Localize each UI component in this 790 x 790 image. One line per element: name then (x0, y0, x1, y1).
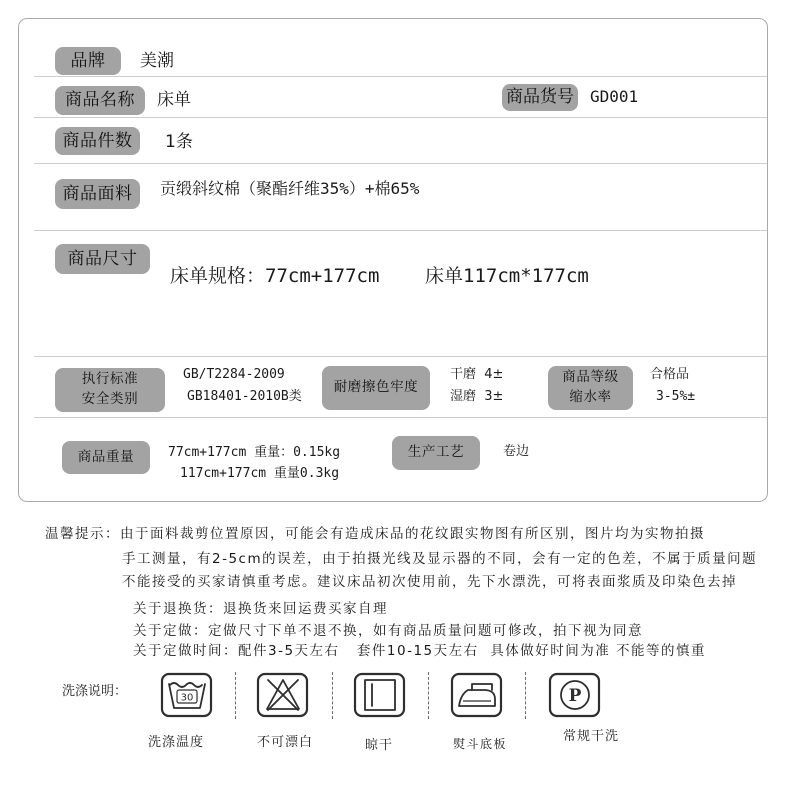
row-divider (34, 356, 767, 357)
weight-label-badge: 商品重量 (62, 441, 150, 474)
care-title: 洗涤说明： (62, 684, 128, 699)
grade-shrinkage-label-badge (548, 366, 633, 410)
no-bleach-label: 不可漂白 (257, 735, 314, 750)
row-divider (34, 117, 767, 118)
size-label-badge: 商品尺寸 (55, 244, 150, 274)
dry-clean-label: 常规干洗 (563, 729, 620, 744)
colorfastness-label-badge: 耐磨擦色牢度 (322, 366, 430, 410)
item-number-value: GD001 (590, 87, 639, 106)
brand-label-badge: 品牌 (55, 47, 121, 75)
dry-rub-value: 干磨 4± (450, 367, 504, 382)
row-divider (34, 163, 767, 164)
care-separator (235, 672, 236, 719)
custom-order-line: 关于定做：定做尺寸下单不退不换，如有商品质量问题可修改，拍下视为同意 (133, 623, 643, 639)
iron-icon (450, 672, 504, 719)
care-separator (332, 672, 333, 719)
notice-line: 手工测量，有2-5cm的误差，由于拍摄光线及显示器的不同，会有一定的色差，不属于质量问题 (122, 551, 758, 567)
safety-category-label: 安全类别 (81, 391, 139, 407)
dry-clean-p-icon (548, 672, 602, 719)
wash-temp-text: 30 (180, 692, 194, 704)
size-alt-value: 床单117cm*177cm (425, 265, 589, 287)
product-name-label-badge: 商品名称 (55, 86, 145, 115)
notice-line: 不能接受的买家请慎重考虑。建议床品初次使用前，先下水漂洗，可将表面浆质及印染色去掉 (122, 574, 737, 590)
dry-clean-letter: P (568, 686, 582, 706)
weight-value-small: 77cm+177cm 重量：0.15kg (168, 445, 341, 460)
no-bleach-icon (256, 672, 310, 719)
line-dry-label: 晾干 (365, 738, 394, 753)
product-name-value: 床单 (157, 90, 191, 110)
brand-value: 美潮 (140, 51, 174, 71)
spec-card (18, 18, 768, 502)
process-label-badge: 生产工艺 (392, 436, 480, 470)
grade-value: 合格品 (650, 367, 690, 382)
standard-label: 执行标准 (81, 371, 139, 388)
iron-label: 熨斗底板 (453, 737, 508, 751)
safety-category-value: GB18401-2010B类 (187, 389, 302, 404)
item-number-label-badge: 商品货号 (502, 84, 578, 111)
line-dry-icon (353, 672, 407, 719)
return-policy-line: 关于退换货：退换货来回运费买家自理 (133, 601, 388, 617)
process-value: 卷边 (503, 444, 530, 459)
custom-time-line: 关于定做时间：配件3-5天左右 套件10-15天左右 具体做好时间为准 不能等的慎重 (133, 643, 707, 659)
care-separator (525, 672, 526, 719)
row-divider (34, 230, 767, 231)
wash-temp-label: 洗涤温度 (148, 735, 205, 750)
care-separator (428, 672, 429, 719)
weight-value-large: 117cm+177cm 重量0.3kg (180, 466, 340, 481)
size-spec-value: 床单规格：77cm+177cm (170, 265, 380, 287)
shrinkage-label: 缩水率 (569, 389, 612, 405)
fabric-label-badge: 商品面料 (55, 179, 140, 209)
shrinkage-value: 3-5%± (656, 389, 696, 404)
grade-label: 商品等级 (562, 369, 619, 386)
row-divider (34, 417, 767, 418)
notice-line: 温馨提示：由于面料裁剪位置原因，可能会有造成床品的花纹跟实物图有所区别，图片均为实物拍摄 (45, 526, 705, 542)
wet-rub-value: 湿磨 3± (450, 389, 504, 404)
fabric-value: 贡缎斜纹棉（聚酯纤维35%）+棉65% (160, 179, 420, 198)
piece-count-value: 1条 (165, 132, 193, 152)
standard-value: GB/T2284-2009 (183, 367, 285, 382)
row-divider (34, 76, 767, 77)
piece-count-label-badge: 商品件数 (55, 127, 140, 155)
wash-30-icon (160, 672, 214, 719)
standard-label-badge (55, 368, 165, 412)
